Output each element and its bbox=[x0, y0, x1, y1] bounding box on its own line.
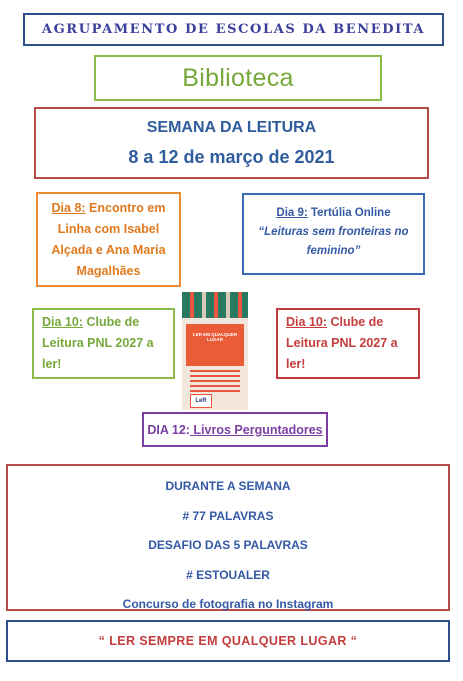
dia-10-right-text bbox=[286, 312, 410, 375]
dia-10-left-label: Dia 10: bbox=[42, 315, 83, 329]
dia-9-label: Dia 9: bbox=[276, 207, 308, 219]
dia-9-heading bbox=[276, 207, 390, 219]
dia-12-label: DIA 12: bbox=[147, 422, 190, 437]
semana-dates: 8 a 12 de março de 2021 bbox=[128, 147, 335, 167]
dia-9-quote: “Leituras sem fronteiras no feminino” bbox=[258, 226, 409, 257]
poster-logo-text: LeR bbox=[195, 398, 207, 404]
activity-desafio-5-palavras: DESAFIO DAS 5 PALAVRAS bbox=[148, 538, 308, 552]
dia-8-description: Encontro em Linha com Isabel Alçada e Ana Maria Magalhães bbox=[51, 200, 166, 278]
dia-12-text bbox=[147, 423, 322, 437]
school-name: AGRUPAMENTO DE ESCOLAS DA BENEDITA bbox=[41, 22, 426, 37]
slogan-text: “ LER SEMPRE EM QUALQUER LUGAR “ bbox=[98, 634, 358, 648]
poster-orange-panel bbox=[186, 324, 244, 366]
slogan-box bbox=[6, 620, 450, 662]
durante-title: DURANTE A SEMANA bbox=[165, 479, 291, 493]
dia-12-box bbox=[142, 412, 328, 447]
semana-leitura-box bbox=[34, 107, 429, 179]
dia-10-left-text bbox=[42, 312, 165, 375]
durante-semana-box bbox=[6, 464, 450, 611]
dia-8-label: Dia 8: bbox=[51, 200, 86, 215]
school-header-box bbox=[23, 13, 444, 46]
biblioteca-title: Biblioteca bbox=[182, 63, 294, 92]
ler-poster-image bbox=[182, 292, 248, 410]
activity-77-palavras: # 77 PALAVRAS bbox=[182, 508, 274, 523]
biblioteca-box bbox=[94, 55, 382, 101]
dia-10-right-description: Clube de Leitura PNL 2027 a ler! bbox=[286, 315, 398, 371]
poster-title: LER EM QUALQUER LUGAR bbox=[192, 332, 237, 342]
dia-10-box-left bbox=[32, 308, 175, 379]
dia-9-box bbox=[242, 193, 425, 275]
activity-instagram-contest: Concurso de fotografia no Instagram bbox=[122, 597, 334, 611]
dia-10-left-description: Clube de Leitura PNL 2027 a ler! bbox=[42, 315, 154, 371]
poster-lines bbox=[190, 370, 240, 392]
dia-10-box-right bbox=[276, 308, 420, 379]
dia-8-text bbox=[44, 198, 173, 282]
semana-title: SEMANA DA LEITURA bbox=[146, 119, 317, 136]
dia-10-right-label: Dia 10: bbox=[286, 315, 327, 329]
poster-logo-box bbox=[190, 394, 212, 408]
activity-estoualer: # ESTOUALER bbox=[186, 567, 270, 582]
dia-9-description: Tertúlia Online bbox=[307, 207, 391, 219]
poster-pattern-top bbox=[182, 292, 248, 318]
dia-8-box bbox=[36, 192, 181, 287]
dia-12-description: Livros Perguntadores bbox=[189, 422, 323, 437]
